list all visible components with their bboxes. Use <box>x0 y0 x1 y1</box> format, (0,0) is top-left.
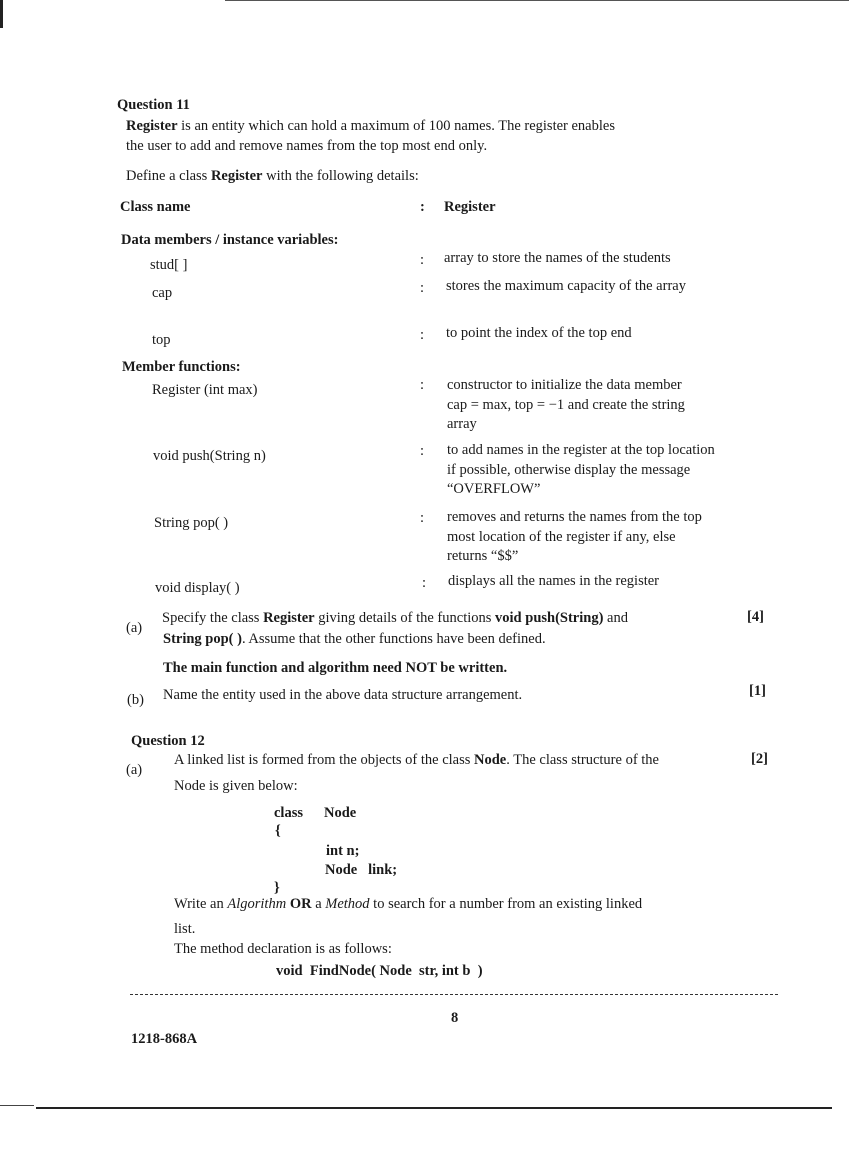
member-function-desc: displays all the names in the register <box>448 573 660 589</box>
q11-define-bold: Register <box>210 168 263 184</box>
member-function-name: Register (int max) <box>152 382 258 398</box>
q11-part-a-text: Specify the class <box>162 610 264 626</box>
q11-part-a-bold: void push(String) <box>495 610 604 626</box>
q11-part-b-text: Name the entity used in the above data structure arrangement. <box>163 687 523 703</box>
q11-part-b-marks: [1] <box>749 683 766 699</box>
class-name-label: Class name <box>120 199 191 215</box>
q11-intro-line2: the user to add and remove names from the top most end only. <box>126 138 488 154</box>
member-function-name: String pop( ) <box>154 515 229 531</box>
q12-line1 <box>174 752 659 769</box>
q12-part-a-label: (a) <box>126 762 143 778</box>
member-function-desc: constructor to initialize the data member cap = max, top = −1 and create the string array <box>447 377 685 432</box>
q11-define-pre: Define a class <box>126 168 211 184</box>
data-member-name: stud[ ] <box>150 257 188 273</box>
q12-marks: [2] <box>751 751 768 767</box>
q12-declaration-code: void FindNode( Node str, int b ) <box>276 963 483 979</box>
q11-part-a-text: and <box>603 610 628 626</box>
q12-write-method: Method <box>325 896 370 912</box>
data-member-colon: : <box>420 327 425 343</box>
member-function-name: void display( ) <box>155 580 240 596</box>
q11-part-a-bold: Register <box>263 610 315 626</box>
class-name-value: Register <box>444 199 496 215</box>
data-member-desc: to point the index of the top end <box>446 325 632 341</box>
footer-dashed-divider <box>130 994 778 995</box>
code-close-brace: } <box>274 880 280 896</box>
q12-write-pre: Write an <box>174 896 228 912</box>
member-function-colon: : <box>420 510 425 526</box>
bottom-edge-line <box>36 1107 832 1109</box>
member-function-desc: removes and returns the names from the top most location of the register if any, else returns “$$” <box>447 509 702 564</box>
page-number: 8 <box>451 1010 459 1026</box>
q11-part-a-note: The main function and algorithm need NOT be written. <box>163 660 508 676</box>
q11-part-a-line2 <box>163 631 546 648</box>
question-12-title: Question 12 <box>131 733 205 749</box>
member-functions-heading: Member functions: <box>122 359 241 375</box>
q11-part-a-text: giving details of the functions <box>314 610 496 626</box>
q11-part-a-bold: String pop( ) <box>163 631 242 647</box>
page-edge-mark <box>0 0 3 28</box>
member-function-colon: : <box>422 575 427 591</box>
q12-write-line2: list. <box>174 921 196 937</box>
q12-write-post: to search for a number from an existing linked <box>369 896 643 912</box>
data-member-desc: stores the maximum capacity of the array <box>446 278 686 294</box>
q11-define-post: with the following details: <box>262 168 419 184</box>
data-member-desc: array to store the names of the students <box>444 250 671 266</box>
q12-write-a: a <box>315 896 326 912</box>
q11-part-a-marks: [4] <box>747 609 764 625</box>
q12-write-line <box>174 896 642 913</box>
member-function-desc: to add names in the register at the top location if possible, otherwise display the message “OVERFLOW” <box>447 442 715 497</box>
q11-define-line <box>126 168 419 185</box>
data-member-name: top <box>152 332 171 348</box>
class-name-colon: : <box>420 199 425 215</box>
code-class-name: Node <box>324 805 357 821</box>
q12-line1-post: . The class structure of the <box>506 752 659 768</box>
q12-line1-bold: Node <box>474 752 507 768</box>
data-member-colon: : <box>420 280 425 296</box>
q11-intro-line1 <box>126 118 615 135</box>
q12-line2: Node is given below: <box>174 778 298 794</box>
q12-line1-pre: A linked list is formed from the objects of the class <box>174 752 475 768</box>
data-member-name: cap <box>152 285 173 301</box>
member-function-colon: : <box>420 443 425 459</box>
q12-write-or: OR <box>286 896 316 912</box>
data-member-colon: : <box>420 252 425 268</box>
code-class-keyword: class <box>274 805 303 821</box>
data-members-heading: Data members / instance variables: <box>121 232 339 248</box>
q12-write-algorithm: Algorithm <box>227 896 287 912</box>
code-link-field: Node link; <box>325 862 398 878</box>
question-11-title: Question 11 <box>117 97 190 113</box>
paper-code: 1218-868A <box>131 1031 198 1047</box>
q11-part-a-label: (a) <box>126 620 143 636</box>
q11-part-b-label: (b) <box>127 692 144 708</box>
q11-part-a-text: . Assume that the other functions have been defined. <box>241 631 546 647</box>
bottom-edge-line-left <box>0 1105 34 1106</box>
q12-declaration-text: The method declaration is as follows: <box>174 941 392 957</box>
q11-intro-bold: Register <box>126 118 178 134</box>
q11-intro-rest: is an entity which can hold a maximum of 100 names. The register enables <box>177 118 615 134</box>
code-int-field: int n; <box>326 843 360 859</box>
q11-part-a-line1 <box>162 610 722 627</box>
member-function-colon: : <box>420 377 425 393</box>
code-open-brace: { <box>275 823 281 839</box>
top-border-line <box>225 0 849 1</box>
member-function-name: void push(String n) <box>153 448 266 464</box>
